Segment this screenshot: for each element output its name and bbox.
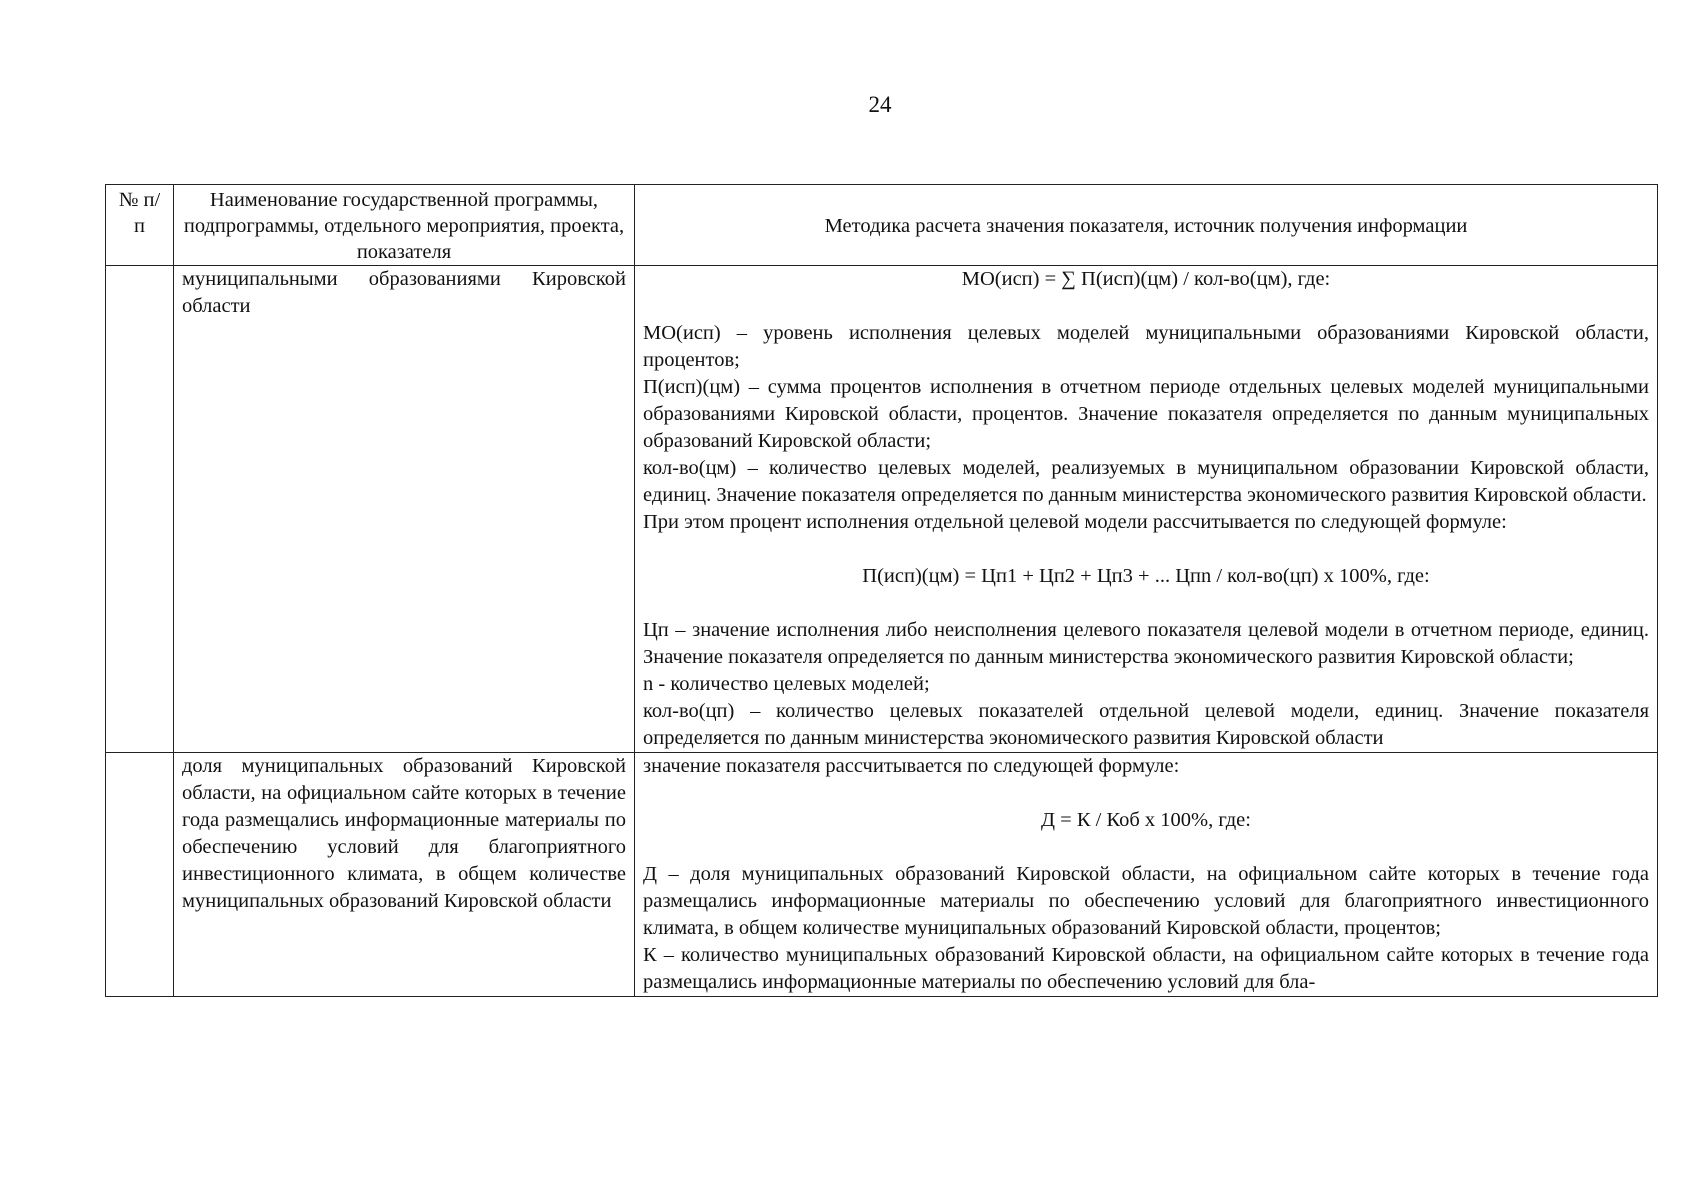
method-cell (635, 266, 1658, 753)
definition: К – количество муниципальных образований Кировской области, на официальном сайте которых в течение года размещались информационные материалы по обеспечению условий для бла- (643, 944, 1649, 993)
row-num (106, 266, 174, 753)
page-number: 24 (868, 92, 892, 117)
definition: Цп – значение исполнения либо неисполнения целевого показателя целевой модели в отчетном периоде, единиц. Значение показателя определяется по данным министерства экономического развития Кировской области; (643, 619, 1649, 668)
indicator-name: муниципальными образованиями Кировской области (174, 266, 635, 753)
definition: П(исп)(цм) – сумма процентов исполнения в отчетном периоде отдельных целевых моделей муниципальными образованиями Кировской области, процентов. Значение показателя определяется по данным муниципальных образований Кировской области; (643, 376, 1649, 452)
row-num (106, 753, 174, 997)
formula: П(исп)(цм) = Цп1 + Цп2 + Цп3 + ... Цпn / кол-во(цп) х 100%, где: (862, 565, 1430, 587)
definition: кол-во(цм) – количество целевых моделей, реализуемых в муниципальном образовании Кировской области, единиц. Значение показателя определяется по данным министерства экономического развития Кировской области. (643, 457, 1649, 506)
header-num: № п/п (106, 185, 174, 266)
definition: n - количество целевых моделей; (643, 673, 930, 695)
definition: кол-во(цп) – количество целевых показателей отдельной целевой модели, единиц. Значение показателя определяется по данным министерства экономического развития Кировской области (643, 700, 1649, 749)
indicator-name: доля муниципальных образований Кировской области, на официальном сайте которых в течение года размещались информационные материалы по обеспечению условий для благоприятного инвестиционного климата, в общем количестве муниципальных образований Кировской области (174, 753, 635, 997)
formula-intro: значение показателя рассчитывается по следующей формуле: (643, 755, 1180, 777)
indicator-table (105, 184, 1658, 997)
table-row (106, 753, 1658, 997)
header-method: Методика расчета значения показателя, источник получения информации (635, 185, 1658, 266)
formula: Д = К / Коб х 100%, где: (1041, 809, 1251, 831)
definition: МО(исп) – уровень исполнения целевых моделей муниципальными образованиями Кировской области, процентов; (643, 322, 1649, 371)
table-row (106, 266, 1658, 753)
header-name: Наименование государственной программы, подпрограммы, отдельного мероприятия, проекта, показателя (174, 185, 635, 266)
formula: МО(исп) = ∑ П(исп)(цм) / кол-во(цм), где: (961, 268, 1331, 290)
definition: При этом процент исполнения отдельной целевой модели рассчитывается по следующей формуле: (643, 511, 1507, 533)
method-cell (635, 753, 1658, 997)
table-header-row (106, 185, 1658, 266)
definition: Д – доля муниципальных образований Кировской области, на официальном сайте которых в течение года размещались информационные материалы по обеспечению условий для благоприятного инвестиционного климата, в общем количестве муниципальных образований Кировской области, процентов; (643, 863, 1649, 939)
